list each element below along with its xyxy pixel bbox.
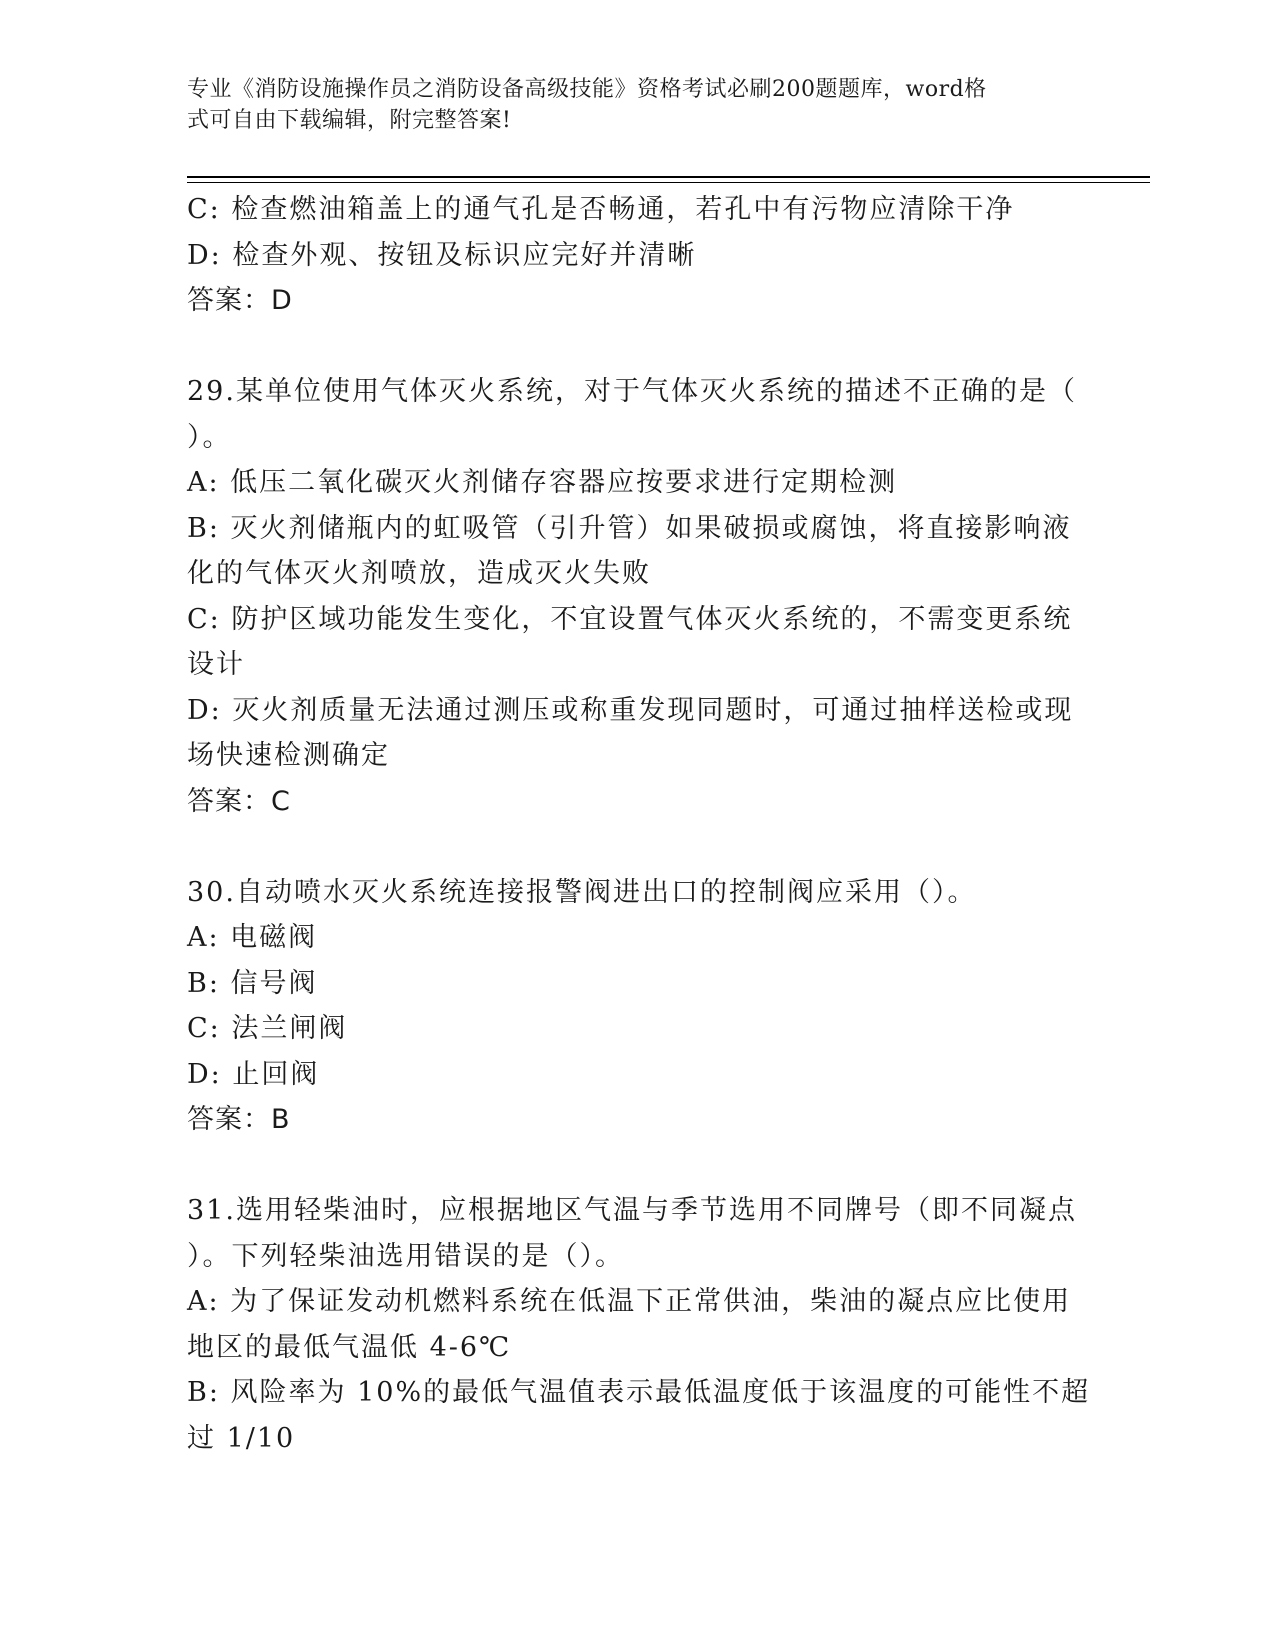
q29-option-d-line-1: D: 灭火剂质量无法通过测压或称重发现同题时，可通过抽样送检或现 (187, 694, 1074, 726)
q31-option-a-line-1: A: 为了保证发动机燃料系统在低温下正常供油，柴油的凝点应比使用 (187, 1286, 1072, 1317)
q30-stem: 30.自动喷水灭火系统连接报警阀进出口的控制阀应采用（）。 (187, 876, 977, 908)
q30-answer: 答案：B (187, 1104, 291, 1135)
q28-option-d: D: 检查外观、按钮及标识应完好并清晰 (187, 239, 697, 271)
q30-option-b: B: 信号阀 (187, 967, 318, 999)
q29-option-c-line-1: C: 防护区域功能发生变化，不宜设置气体灭火系统的，不需变更系统 (187, 603, 1073, 635)
header-divider-thick (187, 176, 1150, 178)
q31-option-b-line-2: 过 1/10 (187, 1422, 296, 1454)
header-line-1: 专业《消防设施操作员之消防设备高级技能》资格考试必刷200题题库，word格 (187, 77, 987, 102)
q30-option-a: A: 电磁阀 (187, 922, 318, 953)
q28-answer: 答案：D (187, 285, 293, 316)
q29-option-d-line-2: 场快速检测确定 (187, 740, 390, 771)
question-31 (187, 1188, 1091, 1461)
q29-option-b-line-2: 化的气体灭火剂喷放，造成灭火失败 (187, 558, 651, 589)
q29-answer: 答案：C (187, 785, 291, 817)
q29-option-b-line-1: B: 灭火剂储瓶内的虹吸管（引升管）如果破损或腐蚀，将直接影响液 (187, 512, 1072, 544)
header-divider-thin (187, 182, 1150, 183)
q29-option-c-line-2: 设计 (187, 649, 245, 680)
q31-stem-line-1: 31.选用轻柴油时，应根据地区气温与季节选用不同牌号（即不同凝点 (187, 1195, 1077, 1226)
header-line-2: 式可自由下载编辑，附完整答案! (187, 108, 512, 133)
q31-option-b-line-1: B: 风险率为 10%的最低气温值表示最低温度低于该温度的可能性不超 (187, 1377, 1091, 1408)
q29-stem-line-1: 29.某单位使用气体灭火系统，对于气体灭火系统的描述不正确的是（ (187, 376, 1077, 407)
spacer (187, 1143, 1087, 1189)
spacer (187, 824, 1087, 870)
question-30 (187, 870, 1087, 1143)
q31-option-a-line-2: 地区的最低气温低 4-6℃ (187, 1331, 512, 1363)
q30-option-d: D: 止回阀 (187, 1058, 320, 1090)
q31-stem-line-2: ）。下列轻柴油选用错误的是（）。 (187, 1240, 624, 1272)
q30-option-c: C: 法兰闸阀 (187, 1013, 348, 1044)
spacer (187, 324, 1087, 370)
question-29 (187, 369, 1087, 824)
q28-option-c: C: 检查燃油箱盖上的通气孔是否畅通，若孔中有污物应清除干净 (187, 194, 1015, 225)
page-header (187, 74, 1067, 136)
q29-stem-line-2: ）。 (187, 421, 232, 453)
question-28-continued (187, 187, 1087, 324)
q29-option-a: A: 低压二氧化碳灭火剂储存容器应按要求进行定期检测 (187, 467, 898, 498)
question-content (187, 187, 1091, 1461)
